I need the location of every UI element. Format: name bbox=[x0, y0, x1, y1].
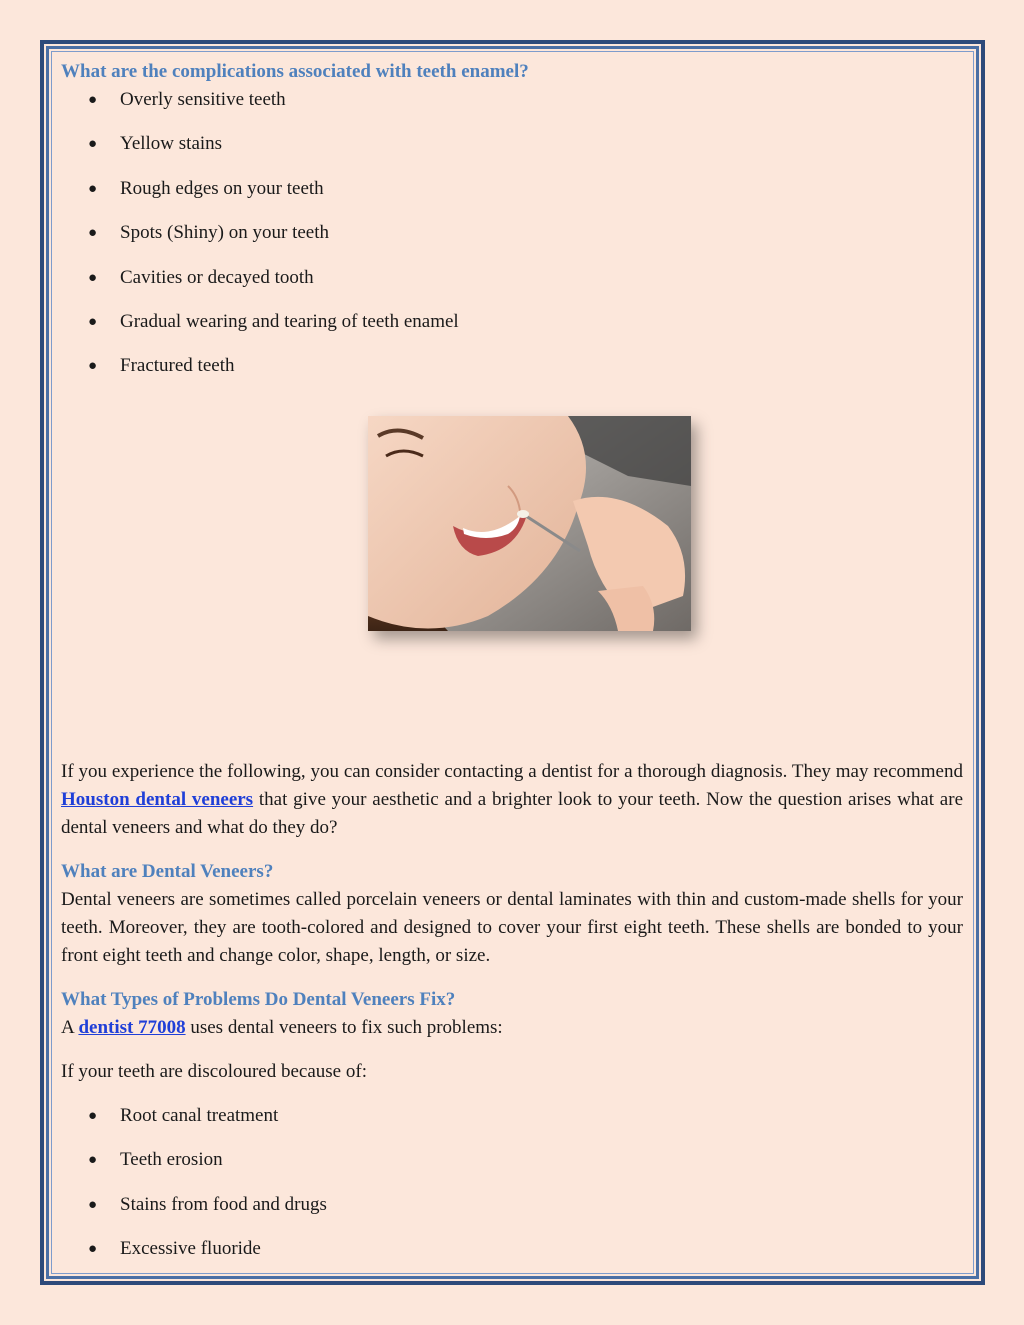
houston-dental-veneers-link[interactable]: Houston dental veneers bbox=[61, 788, 254, 810]
bullet-icon: ● bbox=[88, 313, 98, 330]
bullet-icon: ● bbox=[88, 225, 98, 242]
photo-illustration bbox=[368, 416, 691, 631]
list-item: ● Teeth erosion bbox=[61, 1146, 963, 1174]
list-item: ● Spots (Shiny) on your teeth bbox=[61, 219, 963, 247]
bullet-icon: ● bbox=[88, 92, 98, 108]
bullet-icon: ● bbox=[88, 1152, 98, 1169]
problems-heading: What Types of Problems Do Dental Veneers Fix? bbox=[61, 988, 456, 1010]
discolour-causes-list bbox=[61, 1102, 963, 1263]
bullet-icon: ● bbox=[88, 358, 98, 375]
complications-heading: What are the complications associated with teeth enamel? bbox=[61, 61, 529, 82]
list-item: ● Stains from food and drugs bbox=[61, 1191, 963, 1219]
dental-veneers-body: Dental veneers are sometimes called porcelain veneers or dental laminates with thin and custom-made shells for your teeth. Moreover, they are tooth-colored and designed to cover your first eight teeth. These shells are bonded to your front eight teeth and change color, shape, length, or size. bbox=[61, 888, 963, 966]
list-item: ● Gradual wearing and tearing of teeth enamel bbox=[61, 308, 963, 336]
list-item: ● Yellow stains bbox=[61, 130, 963, 158]
list-item: ● Excessive fluoride bbox=[61, 1235, 963, 1263]
bullet-icon: ● bbox=[88, 180, 98, 197]
bullet-icon: ● bbox=[88, 1107, 98, 1124]
list-item: ● Cavities or decayed tooth bbox=[61, 264, 963, 292]
list-item: ● Root canal treatment bbox=[61, 1102, 963, 1130]
dental-veneer-photo bbox=[368, 416, 691, 631]
intro-paragraph: If you experience the following, you can consider contacting a dentist for a thorough diagnosis. They may recommend Houston dental veneers that give your aesthetic and a brighter look to your teeth. Now the question arises what are dental veneers and what do they do? bbox=[61, 760, 964, 838]
complications-list bbox=[61, 86, 963, 380]
document-content bbox=[61, 58, 963, 1279]
bullet-icon: ● bbox=[88, 1196, 98, 1213]
bullet-icon: ● bbox=[88, 136, 98, 153]
list-item: ● Overly sensitive teeth bbox=[61, 86, 963, 114]
dental-veneers-heading: What are Dental Veneers? bbox=[61, 860, 274, 882]
problems-intro: A dentist 77008 uses dental veneers to fix such problems: bbox=[61, 1016, 503, 1038]
bullet-icon: ● bbox=[88, 269, 98, 286]
discoloured-lead: If your teeth are discoloured because of: bbox=[61, 1060, 367, 1082]
list-item: ● Rough edges on your teeth bbox=[61, 175, 963, 203]
dentist-77008-link[interactable]: dentist 77008 bbox=[78, 1016, 186, 1038]
bullet-icon: ● bbox=[88, 1240, 98, 1257]
list-item: ● Fractured teeth bbox=[61, 352, 963, 380]
